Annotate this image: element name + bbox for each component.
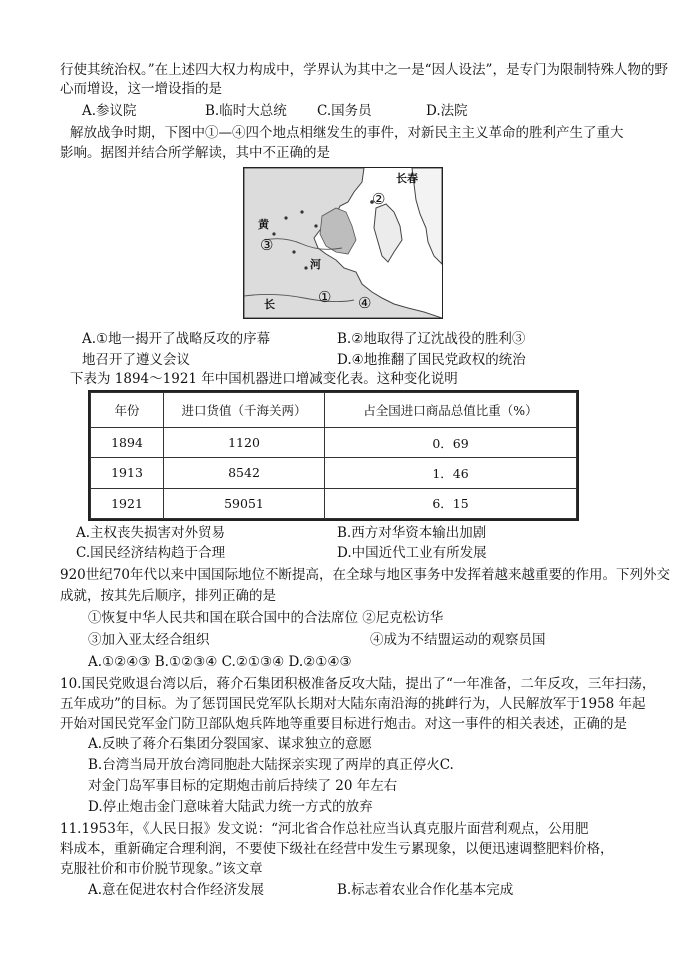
- table-cell: 6．15: [325, 488, 577, 518]
- table-header-value: 进口货值（千海关两）: [164, 393, 325, 428]
- question-10-stem: 开始对国民党军金门防卫部队炮兵阵地等重要目标进行炮击。对这一事件的相关表述，正确的是: [60, 716, 627, 732]
- option-c: 地召开了遵义会议: [82, 352, 190, 368]
- question-8-stem: 下表为 1894～1921 年中国机器进口增减变化表。这种变化说明: [70, 371, 458, 387]
- battle-map: [243, 167, 443, 319]
- question-7-stem: 影响。据图并结合所学解读，其中不正确的是: [60, 145, 330, 161]
- map-marker-1: ①: [318, 288, 332, 306]
- question-9-stem: 920世纪70年代以来中国国际地位不断提高，在全球与地区事务中发挥着越来越重要的作用。下列外交: [60, 567, 670, 583]
- table-cell: 1894: [91, 428, 164, 458]
- import-table: [88, 390, 579, 521]
- question-11-stem: 克服社价和市价脱节现象。”该文章: [60, 861, 263, 877]
- question-9-item: ④成为不结盟运动的观察员国: [370, 632, 546, 648]
- option-c: C.国务员: [317, 103, 372, 119]
- table-cell: 1．46: [325, 458, 577, 488]
- table-cell: 1913: [91, 458, 164, 488]
- option-a: A.反映了蒋介石集团分裂国家、谋求独立的意愿: [88, 736, 373, 752]
- option-b: B.临时大总统: [205, 103, 287, 119]
- option-b: B.②地取得了辽沈战役的胜利③: [337, 331, 526, 347]
- text-line: 行使其统治权。”在上述四大权力构成中，学界认为其中之一是“因人设法”，是专门为限制特殊人物的野: [60, 62, 668, 78]
- map-marker-2: ②: [372, 190, 386, 208]
- table-cell: 1120: [164, 428, 325, 458]
- question-9-stem: 成就，按其先后顺序，排列正确的是: [60, 588, 276, 604]
- table-header-ratio: 占全国进口商品总值比重（%）: [325, 393, 577, 428]
- question-9-item: ①恢复中华人民共和国在联合国中的合法席位 ②尼克松访华: [88, 610, 444, 626]
- option-a: A.主权丧失损害对外贸易: [76, 525, 226, 541]
- option-b: B.西方对华资本输出加剧: [337, 525, 487, 541]
- table-cell: 0．69: [325, 428, 577, 458]
- table-cell: 8542: [164, 458, 325, 488]
- table-row: [91, 488, 577, 518]
- map-marker-3: ③: [260, 236, 274, 254]
- map-label-he: 河: [310, 258, 321, 271]
- question-9-options: A.①②④③ B.①②③④ C.②①③④ D.②①④③: [88, 654, 352, 670]
- option-d: D.④地推翻了国民党政权的统治: [337, 352, 526, 368]
- table-cell: 1921: [91, 488, 164, 518]
- option-c: C.国民经济结构趋于合理: [76, 545, 226, 561]
- option-c: 对金门岛军事目标的定期炮击前后持续了 20 年左右: [88, 778, 398, 794]
- question-11-stem: 11.1953年，《人民日报》发文说：“河北省合作总社应当认真克服片面营利观点，公用肥: [60, 821, 589, 837]
- option-d: D.停止炮击金门意味着大陆武力统一方式的放弃: [88, 799, 373, 815]
- question-7-stem: 解放战争时期，下图中①—④四个地点相继发生的事件，对新民主主义革命的胜利产生了重大: [70, 125, 624, 141]
- table-row: [91, 428, 577, 458]
- table-cell: 59051: [164, 488, 325, 518]
- option-a: A.参议院: [82, 103, 137, 119]
- option-b: B.台湾当局开放台湾同胞赴大陆探亲实现了两岸的真正停火C.: [88, 757, 454, 773]
- option-a: A.①地一揭开了战略反攻的序幕: [82, 331, 271, 347]
- text-line: 心而增设，这一增设指的是: [60, 81, 222, 97]
- map-label-chang: 长: [264, 298, 275, 311]
- table-header-year: 年份: [91, 393, 164, 428]
- map-label-huang: 黄: [258, 218, 269, 231]
- map-marker-4: ④: [358, 294, 372, 312]
- question-9-item: ③加入亚太经合组织: [88, 632, 210, 648]
- option-d: D.中国近代工业有所发展: [337, 545, 487, 561]
- option-d: D.法院: [426, 103, 468, 119]
- option-a: A.意在促进农村合作经济发展: [88, 882, 265, 898]
- table-row: [91, 458, 577, 488]
- question-10-stem: 10.国民党败退台湾以后，蒋介石集团积极准备反攻大陆，提出了“一年准备，二年反攻，三年扫荡，: [60, 676, 656, 692]
- map-label-changchun: 长春: [396, 172, 418, 185]
- question-10-stem: 五年成功”的目标。为了惩罚国民党军队长期对大陆东南沿海的挑衅行为，人民解放军于1958 年起: [60, 696, 646, 712]
- option-b: B.标志着农业合作化基本完成: [337, 882, 514, 898]
- question-11-stem: 料成本，重新确定合理利润，不要使下级社在经营中发生亏累现象，以便迅速调整肥料价格，: [60, 841, 614, 857]
